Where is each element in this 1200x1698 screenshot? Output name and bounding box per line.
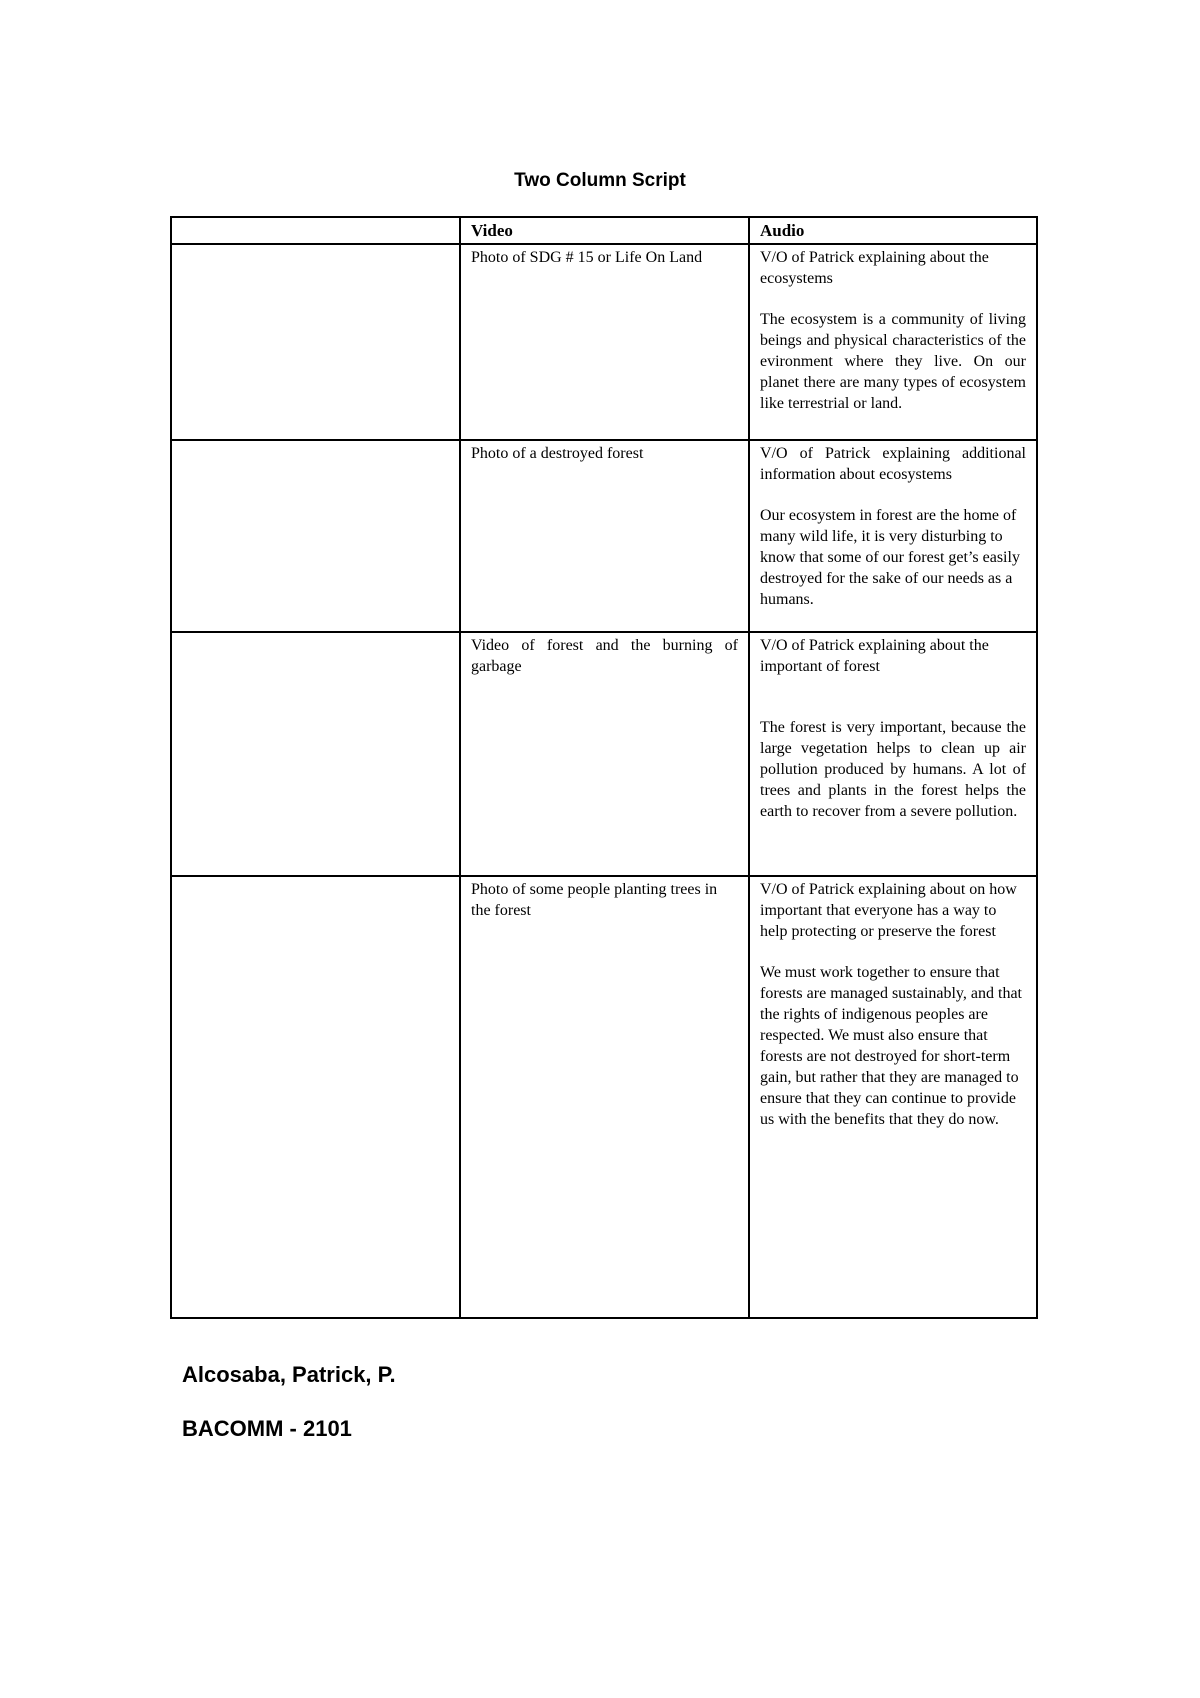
audio-text: Our ecosystem in forest are the home of many wild life, it is very disturbing to know that some of our forest get’s easily destroyed for the sake of our needs as a humans. bbox=[760, 507, 1020, 608]
video-cell bbox=[460, 876, 749, 1318]
audio-cue: V/O of Patrick explaining about the important of forest bbox=[760, 637, 989, 675]
video-text: Photo of a destroyed forest bbox=[471, 445, 644, 462]
video-cell bbox=[460, 632, 749, 876]
table-row bbox=[171, 876, 1037, 1318]
table-row bbox=[171, 244, 1037, 440]
audio-cue: V/O of Patrick explaining about the ecosystems bbox=[760, 249, 989, 287]
audio-text: The ecosystem is a community of living beings and physical characteristics of the evironment where they live. On our planet there are many types of ecosystem like terrestrial or land. bbox=[760, 311, 1026, 412]
scene-cell bbox=[171, 244, 460, 440]
table-row bbox=[171, 440, 1037, 632]
header-blank bbox=[171, 217, 460, 244]
audio-cue: V/O of Patrick explaining about on how important that everyone has a way to help protecting or preserve the forest bbox=[760, 881, 1017, 940]
video-text: Photo of SDG # 15 or Life On Land bbox=[471, 249, 703, 266]
table-header-row bbox=[171, 217, 1037, 244]
audio-cell bbox=[749, 244, 1037, 440]
video-text: Photo of some people planting trees in the forest bbox=[471, 881, 718, 919]
audio-cell bbox=[749, 876, 1037, 1318]
table-row bbox=[171, 632, 1037, 876]
scene-cell bbox=[171, 440, 460, 632]
document-title: Two Column Script bbox=[514, 170, 686, 191]
two-column-script-table bbox=[170, 216, 1038, 1319]
audio-cell bbox=[749, 440, 1037, 632]
header-audio: Audio bbox=[749, 217, 1037, 244]
scene-cell bbox=[171, 632, 460, 876]
audio-text: The forest is very important, because the large vegetation helps to clean up air pollution produced by humans. A lot of trees and plants in the forest helps the earth to recover from a severe pollution. bbox=[760, 719, 1026, 820]
scene-cell bbox=[171, 876, 460, 1318]
video-text: Video of forest and the burning of garbage bbox=[471, 637, 738, 675]
audio-cell bbox=[749, 632, 1037, 876]
course-section: BACOMM - 2101 bbox=[182, 1416, 352, 1441]
audio-cue: V/O of Patrick explaining additional information about ecosystems bbox=[760, 445, 1026, 483]
video-cell bbox=[460, 440, 749, 632]
header-video: Video bbox=[460, 217, 749, 244]
video-cell bbox=[460, 244, 749, 440]
audio-text: We must work together to ensure that forests are managed sustainably, and that the rights of indigenous peoples are respected. We must also ensure that forests are not destroyed for short-term gain, but rather that they are managed to ensure that they can continue to provide us with the benefits that they do now. bbox=[760, 964, 1022, 1128]
author-name: Alcosaba, Patrick, P. bbox=[182, 1362, 396, 1387]
